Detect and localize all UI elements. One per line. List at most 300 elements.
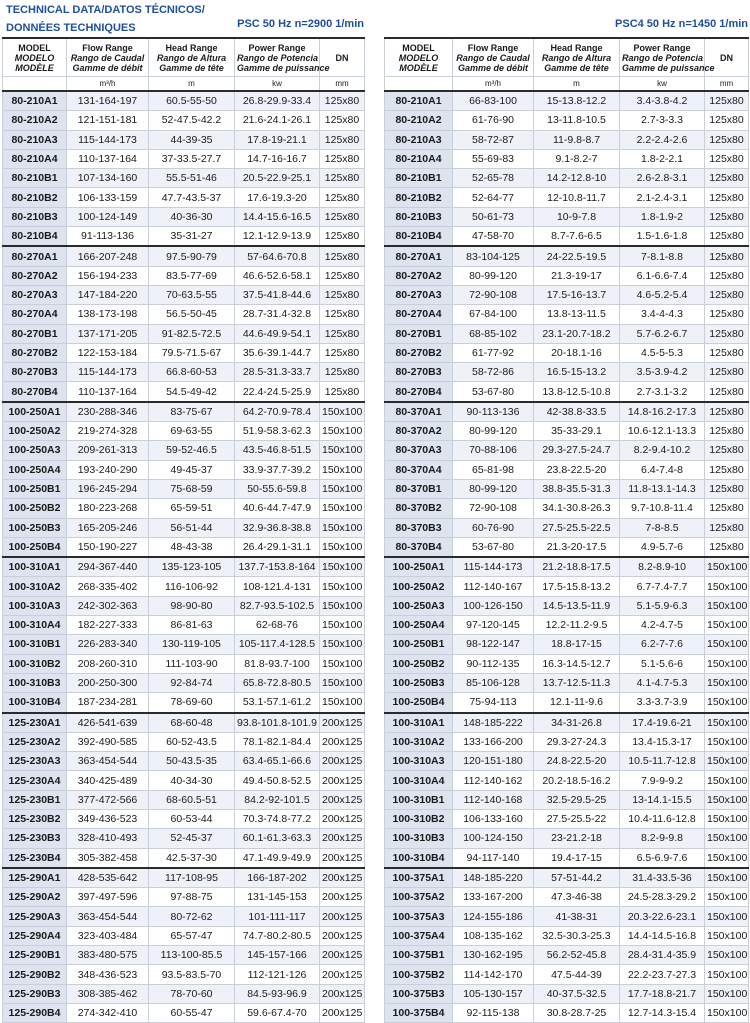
- head-cell: 68-60-48: [149, 713, 235, 733]
- power-cell: 108-121.4-131: [235, 577, 320, 596]
- head-cell: 116-106-92: [149, 577, 235, 596]
- flow-cell: 72-90-108: [453, 499, 534, 518]
- flow-cell: 53-67-80: [453, 537, 534, 557]
- head-cell: 66.8-60-53: [149, 363, 235, 382]
- model-cell: 80-210A2: [3, 111, 67, 130]
- power-cell: 84.2-92-101.5: [235, 790, 320, 809]
- flow-cell: 120-151-180: [453, 752, 534, 771]
- power-unit: kw: [620, 77, 705, 92]
- dn-cell: 150x100: [320, 499, 365, 518]
- power-cell: 6.2-7-7.6: [620, 635, 705, 654]
- power-cell: 44.6-49.9-54.1: [235, 324, 320, 343]
- table-row: [385, 984, 749, 1003]
- table-row: [3, 771, 365, 790]
- flow-cell: 348-436-523: [67, 965, 149, 984]
- dn-cell: 125x80: [705, 441, 749, 460]
- power-cell: 14.8-16.2-17.3: [620, 402, 705, 422]
- model-cell: 80-270A1: [385, 246, 453, 266]
- head-cell: 23.8-22.5-20: [534, 460, 620, 479]
- table-row: [385, 305, 749, 324]
- table-row: [385, 713, 749, 733]
- model-cell: 80-370A1: [385, 402, 453, 422]
- flow-cell: 52-64-77: [453, 188, 534, 207]
- table-row: [3, 809, 365, 828]
- power-cell: 2.7-3.1-3.2: [620, 382, 705, 402]
- model-unit: [385, 77, 453, 92]
- model-unit: [3, 77, 67, 92]
- dn-cell: 200x125: [320, 790, 365, 809]
- dn-cell: 125x80: [320, 343, 365, 362]
- power-cell: 3.5-3.9-4.2: [620, 363, 705, 382]
- power-cell: 8.2-9.4-10.2: [620, 441, 705, 460]
- flow-cell: 55-69-83: [453, 149, 534, 168]
- power-cell: 28.4-31.4-35.9: [620, 946, 705, 965]
- power-header: Power Range Rango de Potencia Gamme de puissance: [620, 38, 705, 77]
- dn-cell: 150x100: [705, 693, 749, 713]
- dn-cell: 200x125: [320, 732, 365, 751]
- model-cell: 80-210B3: [385, 207, 453, 226]
- table-row: [385, 246, 749, 266]
- power-cell: 3.3-3.7-3.9: [620, 693, 705, 713]
- flow-cell: 180-223-268: [67, 499, 149, 518]
- model-cell: 80-270A3: [3, 285, 67, 304]
- power-cell: 17.7-18.8-21.7: [620, 984, 705, 1003]
- head-header: Head Range Rango de Altura Gamme de tête: [534, 38, 620, 77]
- table-row: [3, 790, 365, 809]
- dn-cell: 150x100: [705, 926, 749, 945]
- table-row: [385, 402, 749, 422]
- power-cell: 20.3-22.6-23.1: [620, 907, 705, 926]
- flow-cell: 108-135-162: [453, 926, 534, 945]
- table-row: [385, 227, 749, 247]
- head-cell: 80-72-62: [149, 907, 235, 926]
- head-cell: 60-52-43.5: [149, 732, 235, 751]
- model-cell: 100-310B4: [3, 693, 67, 713]
- model-cell: 125-290B4: [3, 1003, 67, 1022]
- table-row: [3, 752, 365, 771]
- head-cell: 40-36-30: [149, 207, 235, 226]
- model-cell: 100-310A1: [3, 557, 67, 577]
- head-cell: 48-43-38: [149, 537, 235, 557]
- power-cell: 47.1-49.9-49.9: [235, 848, 320, 868]
- head-cell: 24.8-22.5-20: [534, 752, 620, 771]
- power-cell: 4.9-5.7-6: [620, 537, 705, 557]
- model-cell: 80-370B1: [385, 479, 453, 498]
- power-cell: 5.1-5.9-6.3: [620, 596, 705, 615]
- flow-cell: 85-106-128: [453, 673, 534, 692]
- power-cell: 53.1-57.1-61.2: [235, 693, 320, 713]
- power-cell: 82.7-93.5-102.5: [235, 596, 320, 615]
- flow-cell: 131-164-197: [67, 91, 149, 111]
- model-cell: 125-230A4: [3, 771, 67, 790]
- model-cell: 80-210B1: [385, 169, 453, 188]
- model-cell: 100-250B2: [3, 499, 67, 518]
- flow-cell: 112-140-167: [453, 577, 534, 596]
- dn-cell: 125x80: [320, 169, 365, 188]
- flow-cell: 268-335-402: [67, 577, 149, 596]
- model-cell: 100-310B3: [385, 829, 453, 848]
- power-cell: 4.2-4.7-5: [620, 616, 705, 635]
- table-row: [385, 130, 749, 149]
- power-cell: 4.5-5-5.3: [620, 343, 705, 362]
- table-row: [385, 654, 749, 673]
- flow-unit: m³/h: [67, 77, 149, 92]
- dn-cell: 150x100: [705, 752, 749, 771]
- power-cell: 10.5-11.7-12.8: [620, 752, 705, 771]
- flow-cell: 72-90-108: [453, 285, 534, 304]
- flow-cell: 91-113-136: [67, 227, 149, 247]
- head-cell: 21.3-20-17.5: [534, 537, 620, 557]
- flow-cell: 219-274-328: [67, 422, 149, 441]
- flow-cell: 147-184-220: [67, 285, 149, 304]
- table-row: [3, 1003, 365, 1022]
- head-cell: 23.1-20.7-18.2: [534, 324, 620, 343]
- dn-cell: 150x100: [705, 1003, 749, 1022]
- dn-cell: 125x80: [705, 422, 749, 441]
- dn-cell: 125x80: [705, 518, 749, 537]
- head-cell: 29.3-27.5-24.7: [534, 441, 620, 460]
- power-cell: 5.1-5.6-6: [620, 654, 705, 673]
- model-cell: 100-310B2: [3, 654, 67, 673]
- flow-cell: 94-117-140: [453, 848, 534, 868]
- model-cell: 80-210A4: [3, 149, 67, 168]
- flow-cell: 58-72-86: [453, 363, 534, 382]
- head-cell: 40-37.5-32.5: [534, 984, 620, 1003]
- head-cell: 34-31-26.8: [534, 713, 620, 733]
- head-cell: 117-108-95: [149, 868, 235, 888]
- dn-cell: 125x80: [320, 246, 365, 266]
- table-row: [385, 848, 749, 868]
- flow-cell: 182-227-333: [67, 616, 149, 635]
- head-cell: 44-39-35: [149, 130, 235, 149]
- power-cell: 6.1-6.6-7.4: [620, 266, 705, 285]
- dn-cell: 200x125: [320, 1003, 365, 1022]
- table-row: [3, 227, 365, 247]
- flow-cell: 90-112-135: [453, 654, 534, 673]
- head-cell: 111-103-90: [149, 654, 235, 673]
- flow-cell: 308-385-462: [67, 984, 149, 1003]
- table-row: [385, 771, 749, 790]
- power-cell: 7-8.1-8.8: [620, 246, 705, 266]
- power-cell: 12.1-12.9-13.9: [235, 227, 320, 247]
- model-cell: 125-230A2: [3, 732, 67, 751]
- flow-cell: 67-84-100: [453, 305, 534, 324]
- dn-cell: 150x100: [705, 888, 749, 907]
- table-row: [3, 499, 365, 518]
- power-cell: 12.7-14.3-15.4: [620, 1003, 705, 1022]
- model-cell: 125-290A2: [3, 888, 67, 907]
- table-row: [3, 635, 365, 654]
- table-row: [3, 111, 365, 130]
- head-cell: 69-63-55: [149, 422, 235, 441]
- head-cell: 42-38.8-33.5: [534, 402, 620, 422]
- head-cell: 55.5-51-46: [149, 169, 235, 188]
- head-cell: 14.5-13.5-11.9: [534, 596, 620, 615]
- model-header: MODEL MODELO MODÈLE: [385, 38, 453, 77]
- dn-cell: 125x80: [705, 246, 749, 266]
- head-cell: 60-53-44: [149, 809, 235, 828]
- head-cell: 15-13.8-12.2: [534, 91, 620, 111]
- table-row: [385, 577, 749, 596]
- flow-cell: 426-541-639: [67, 713, 149, 733]
- flow-cell: 115-144-173: [453, 557, 534, 577]
- dn-cell: 125x80: [320, 207, 365, 226]
- table-row: [3, 713, 365, 733]
- table-row: [3, 577, 365, 596]
- table-row: [385, 673, 749, 692]
- model-cell: 125-230B4: [3, 848, 67, 868]
- model-cell: 125-290A3: [3, 907, 67, 926]
- dn-cell: 150x100: [705, 596, 749, 615]
- table-row: [385, 926, 749, 945]
- table-row: [3, 926, 365, 945]
- head-cell: 130-119-105: [149, 635, 235, 654]
- head-cell: 78-70-60: [149, 984, 235, 1003]
- model-cell: 80-270B3: [3, 363, 67, 382]
- dn-cell: 150x100: [705, 790, 749, 809]
- dn-cell: 150x100: [705, 809, 749, 828]
- model-cell: 80-210B2: [3, 188, 67, 207]
- model-cell: 100-375A2: [385, 888, 453, 907]
- table-row: [385, 460, 749, 479]
- flow-cell: 166-207-248: [67, 246, 149, 266]
- table-row: [385, 946, 749, 965]
- head-cell: 27.5-25.5-22: [534, 809, 620, 828]
- flow-cell: 92-115-138: [453, 1003, 534, 1022]
- head-cell: 79.5-71.5-67: [149, 343, 235, 362]
- power-cell: 6.5-6.9-7.6: [620, 848, 705, 868]
- table-row: [3, 965, 365, 984]
- dn-cell: 150x100: [705, 713, 749, 733]
- model-cell: 80-270A4: [3, 305, 67, 324]
- flow-cell: 138-173-198: [67, 305, 149, 324]
- model-cell: 100-250B4: [3, 537, 67, 557]
- flow-header: Flow Range Rango de Caudal Gamme de débit: [453, 38, 534, 77]
- model-cell: 125-230B3: [3, 829, 67, 848]
- model-cell: 100-250B4: [385, 693, 453, 713]
- power-cell: 7-8-8.5: [620, 518, 705, 537]
- dn-cell: 125x80: [705, 460, 749, 479]
- head-cell: 20.2-18.5-16.2: [534, 771, 620, 790]
- head-cell: 93.5-83.5-70: [149, 965, 235, 984]
- flow-cell: 66-83-100: [453, 91, 534, 111]
- dn-header: DN: [320, 38, 365, 77]
- head-cell: 9.1-8.2-7: [534, 149, 620, 168]
- table-row: [3, 324, 365, 343]
- model-cell: 80-370A4: [385, 460, 453, 479]
- model-cell: 100-375B3: [385, 984, 453, 1003]
- head-cell: 52-47.5-42.2: [149, 111, 235, 130]
- dn-cell: 150x100: [705, 654, 749, 673]
- model-cell: 100-310A2: [3, 577, 67, 596]
- model-cell: 100-250A1: [385, 557, 453, 577]
- table-row: [3, 596, 365, 615]
- model-cell: 80-270A3: [385, 285, 453, 304]
- dn-cell: 150x100: [320, 596, 365, 615]
- head-cell: 29.3-27-24.3: [534, 732, 620, 751]
- table-row: [385, 752, 749, 771]
- head-header: Head Range Rango de Altura Gamme de tête: [149, 38, 235, 77]
- dn-cell: 125x80: [705, 363, 749, 382]
- table-row: [385, 790, 749, 809]
- dn-cell: 125x80: [705, 285, 749, 304]
- head-cell: 52-45-37: [149, 829, 235, 848]
- dn-cell: 150x100: [320, 673, 365, 692]
- dn-cell: 125x80: [320, 188, 365, 207]
- head-cell: 21.2-18.8-17.5: [534, 557, 620, 577]
- model-cell: 100-310B1: [3, 635, 67, 654]
- dn-cell: 125x80: [320, 91, 365, 111]
- model-cell: 80-270B4: [385, 382, 453, 402]
- flow-cell: 100-126-150: [453, 596, 534, 615]
- dn-cell: 125x80: [705, 499, 749, 518]
- head-cell: 12.1-11-9.6: [534, 693, 620, 713]
- dn-cell: 125x80: [705, 382, 749, 402]
- table-row: [385, 693, 749, 713]
- flow-cell: 107-134-160: [67, 169, 149, 188]
- flow-cell: 150-190-227: [67, 537, 149, 557]
- dn-cell: 200x125: [320, 752, 365, 771]
- model-cell: 100-310B3: [3, 673, 67, 692]
- table-row: [385, 188, 749, 207]
- table-row: [385, 169, 749, 188]
- table-row: [385, 499, 749, 518]
- power-cell: 14.7-16-16.7: [235, 149, 320, 168]
- head-cell: 83-75-67: [149, 402, 235, 422]
- flow-cell: 208-260-310: [67, 654, 149, 673]
- dn-cell: 125x80: [320, 130, 365, 149]
- model-cell: 100-375A3: [385, 907, 453, 926]
- head-cell: 68-60.5-51: [149, 790, 235, 809]
- head-unit: m: [149, 77, 235, 92]
- table-row: [3, 363, 365, 382]
- table-row: [385, 829, 749, 848]
- model-cell: 100-310B1: [385, 790, 453, 809]
- table-row: [385, 149, 749, 168]
- flow-cell: 98-122-147: [453, 635, 534, 654]
- flow-cell: 196-245-294: [67, 479, 149, 498]
- model-cell: 125-290A1: [3, 868, 67, 888]
- dn-cell: 200x125: [320, 771, 365, 790]
- power-cell: 6.4-7.4-8: [620, 460, 705, 479]
- model-cell: 100-310A4: [3, 616, 67, 635]
- power-cell: 63.4-65.1-66.6: [235, 752, 320, 771]
- table-row: [385, 422, 749, 441]
- model-cell: 100-310A3: [385, 752, 453, 771]
- flow-cell: 377-472-566: [67, 790, 149, 809]
- table-row: [385, 732, 749, 751]
- flow-cell: 397-497-596: [67, 888, 149, 907]
- power-cell: 51.9-58.3-62.3: [235, 422, 320, 441]
- power-cell: 10.4-11.6-12.8: [620, 809, 705, 828]
- table-row: [385, 207, 749, 226]
- head-cell: 35-33-29.1: [534, 422, 620, 441]
- model-cell: 80-210B4: [385, 227, 453, 247]
- flow-cell: 53-67-80: [453, 382, 534, 402]
- dn-cell: 200x125: [320, 907, 365, 926]
- power-cell: 137.7-153.8-164: [235, 557, 320, 577]
- table-row: [3, 616, 365, 635]
- model-cell: 80-270B3: [385, 363, 453, 382]
- dn-cell: 125x80: [320, 111, 365, 130]
- dn-cell: 150x100: [705, 732, 749, 751]
- model-cell: 125-290B2: [3, 965, 67, 984]
- table-row: [3, 91, 365, 111]
- model-cell: 100-375A4: [385, 926, 453, 945]
- head-cell: 16.3-14.5-12.7: [534, 654, 620, 673]
- dn-cell: 150x100: [705, 635, 749, 654]
- dn-cell: 150x100: [705, 557, 749, 577]
- dn-cell: 150x100: [320, 577, 365, 596]
- power-cell: 7.9-9-9.2: [620, 771, 705, 790]
- power-cell: 17.6-19.3-20: [235, 188, 320, 207]
- dn-cell: 200x125: [320, 946, 365, 965]
- dn-cell: 150x100: [320, 422, 365, 441]
- power-cell: 14.4-15.6-16.5: [235, 207, 320, 226]
- model-cell: 100-250A4: [3, 460, 67, 479]
- table-row: [3, 441, 365, 460]
- power-cell: 31.4-33.5-36: [620, 868, 705, 888]
- power-cell: 8.2-8.9-10: [620, 557, 705, 577]
- power-cell: 81.8-93.7-100: [235, 654, 320, 673]
- model-cell: 100-375A1: [385, 868, 453, 888]
- power-cell: 101-111-117: [235, 907, 320, 926]
- flow-cell: 156-194-233: [67, 266, 149, 285]
- power-cell: 2.6-2.8-3.1: [620, 169, 705, 188]
- dn-cell: 150x100: [705, 984, 749, 1003]
- model-cell: 80-270A2: [385, 266, 453, 285]
- psc4-data-table: [384, 37, 749, 1023]
- model-cell: 100-375B1: [385, 946, 453, 965]
- dn-cell: 150x100: [320, 635, 365, 654]
- model-cell: 125-230B1: [3, 790, 67, 809]
- table-row: [3, 693, 365, 713]
- model-cell: 80-270A2: [3, 266, 67, 285]
- dn-cell: 125x80: [320, 382, 365, 402]
- power-cell: 13-14.1-15.5: [620, 790, 705, 809]
- flow-cell: 200-250-300: [67, 673, 149, 692]
- power-cell: 8.2-9-9.8: [620, 829, 705, 848]
- dn-cell: 200x125: [320, 965, 365, 984]
- head-cell: 49-45-37: [149, 460, 235, 479]
- table-row: [385, 596, 749, 615]
- table-row: [3, 266, 365, 285]
- table-row: [3, 130, 365, 149]
- head-cell: 41-38-31: [534, 907, 620, 926]
- power-cell: 26.4-29.1-31.1: [235, 537, 320, 557]
- flow-cell: 363-454-544: [67, 907, 149, 926]
- flow-cell: 83-104-125: [453, 246, 534, 266]
- head-cell: 97-88-75: [149, 888, 235, 907]
- table-row: [385, 441, 749, 460]
- title-en: TECHNICAL DATA/: [6, 4, 105, 16]
- model-cell: 100-250A3: [385, 596, 453, 615]
- table-row: [3, 460, 365, 479]
- flow-cell: 274-342-410: [67, 1003, 149, 1022]
- dn-unit: mm: [320, 77, 365, 92]
- model-cell: 100-250B1: [3, 479, 67, 498]
- model-cell: 125-230A1: [3, 713, 67, 733]
- flow-cell: 100-124-149: [67, 207, 149, 226]
- power-cell: 65.8-72.8-80.5: [235, 673, 320, 692]
- dn-cell: 125x80: [705, 207, 749, 226]
- dn-cell: 125x80: [705, 305, 749, 324]
- dn-cell: 125x80: [705, 188, 749, 207]
- model-cell: 80-370B2: [385, 499, 453, 518]
- flow-cell: 363-454-544: [67, 752, 149, 771]
- table-row: [385, 285, 749, 304]
- dn-cell: 200x125: [320, 984, 365, 1003]
